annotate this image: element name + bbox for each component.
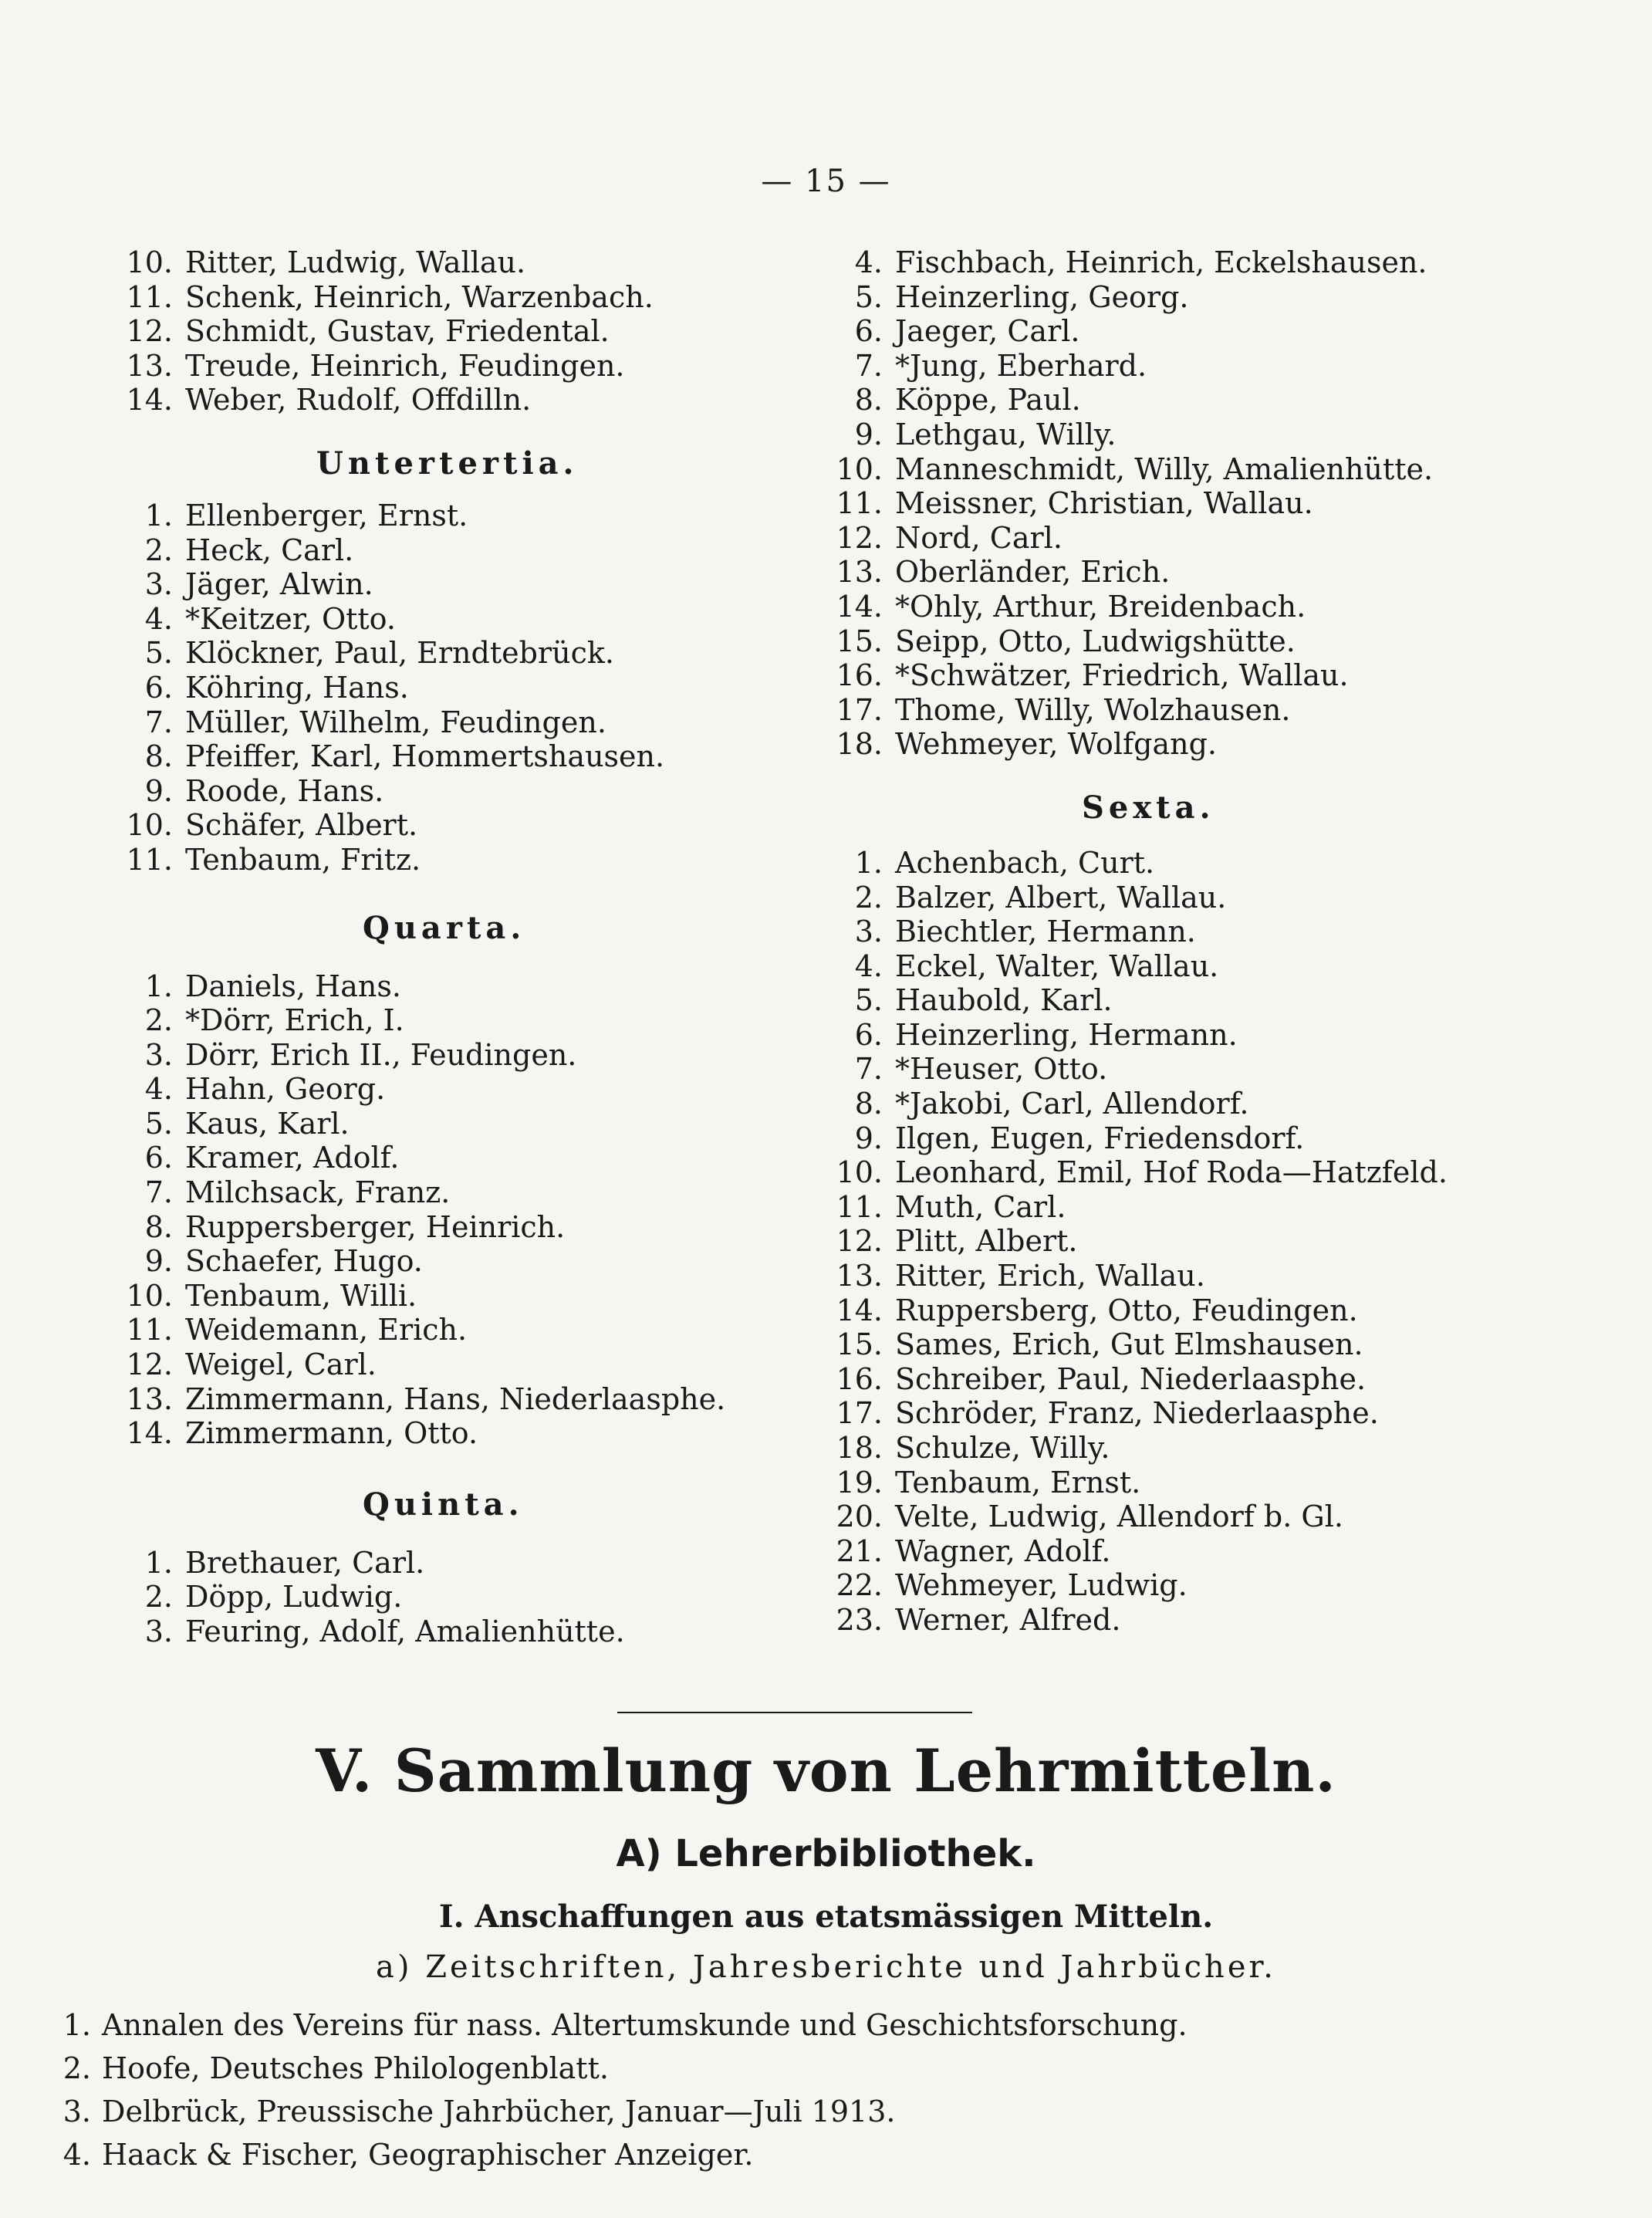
item-number: 20. [836,1500,883,1534]
item-name: Dörr, Erich II., Feudingen. [185,1037,577,1072]
list-item [108,602,802,637]
list-item [46,2090,1281,2133]
list-item [818,452,1590,487]
item-number: 10. [126,808,173,843]
untertertia-list [108,499,802,877]
subsection-title: A) Lehrerbibliothek. [616,1832,1036,1875]
right-top-list [818,245,1590,762]
list-item [818,280,1590,315]
item-number: 1. [144,969,173,1003]
item-number: 12. [126,1347,173,1382]
item-name: Heck, Carl. [185,533,354,567]
item-number: 6. [144,1141,173,1175]
item-name: Balzer, Albert, Wallau. [895,880,1227,915]
list-item [108,1546,802,1581]
item-number: 3. [144,1614,173,1648]
list-item [108,705,802,740]
quinta-list [108,1546,802,1649]
item-name: Kaus, Karl. [185,1106,350,1141]
list-item [108,1003,802,1038]
list-item [108,1210,802,1245]
item-number: 5. [854,279,883,314]
subsection-heading: I. Anschaffungen aus etatsmässigen Mitteln. [438,1898,1214,1935]
item-name: Achenbach, Curt. [895,845,1155,880]
item-name: Sames, Erich, Gut Elmshausen. [895,1327,1363,1362]
item-name: *Dörr, Erich, I. [185,1003,404,1038]
item-number: 3. [854,915,883,949]
list-item [818,521,1590,556]
list-item [108,1107,802,1141]
list-item [108,636,802,671]
item-number: 10. [126,1278,173,1313]
list-item [818,555,1590,590]
item-number: 17. [836,1396,883,1431]
list-item [108,280,802,315]
item-name: Brethauer, Carl. [185,1545,425,1580]
item-number: 14. [126,383,173,418]
item-name: Hahn, Georg. [185,1072,386,1107]
right-column [818,245,1590,1638]
item-name: Zimmermann, Hans, Niederlaasphe. [185,1381,726,1416]
item-number: 3. [144,1037,173,1072]
item-name: Müller, Wilhelm, Feudingen. [185,705,606,739]
item-name: Schenk, Heinrich, Warzenbach. [185,279,654,314]
item-number: 14. [126,1416,173,1451]
list-item [108,1347,802,1382]
item-name: Schmidt, Gustav, Friedental. [185,314,610,349]
item-name: Annalen des Vereins für nass. Altertumskunde und Geschichtsforschung. [102,2008,1187,2042]
item-name: Wehmeyer, Ludwig. [895,1568,1187,1603]
item-number: 2. [144,1580,173,1614]
list-item [46,2047,1281,2090]
list-item [818,1327,1590,1362]
item-number: 7. [144,705,173,739]
item-number: 10. [836,1155,883,1190]
item-number: 12. [836,1224,883,1259]
list-item [108,1175,802,1210]
list-item [108,1580,802,1614]
item-number: 5. [144,636,173,671]
item-number: 1. [144,498,173,533]
item-name: Feuring, Adolf, Amalienhütte. [185,1614,625,1648]
item-number: 8. [854,383,883,418]
item-name: Heinzerling, Georg. [895,279,1189,314]
list-item [818,1190,1590,1225]
item-name: Schaefer, Hugo. [185,1244,423,1279]
item-number: 2. [62,2051,91,2085]
item-number: 18. [836,1431,883,1465]
item-name: Daniels, Hans. [185,969,401,1003]
item-name: Ritter, Ludwig, Wallau. [185,245,526,279]
item-name: Kramer, Adolf. [185,1141,400,1175]
item-name: *Schwätzer, Friedrich, Wallau. [895,658,1349,693]
list-item [818,949,1590,984]
item-number: 14. [836,589,883,624]
item-number: 4. [62,2138,91,2172]
item-number: 9. [854,1121,883,1155]
list-item [818,1224,1590,1259]
item-number: 18. [836,727,883,762]
item-number: 8. [854,1087,883,1121]
list-item [818,1121,1590,1156]
item-name: *Heuser, Otto. [895,1052,1108,1087]
item-number: 9. [144,1244,173,1279]
item-name: Haubold, Karl. [895,983,1113,1018]
list-item [108,567,802,602]
item-number: 2. [144,1003,173,1038]
list-item [108,739,802,774]
list-item [818,1155,1590,1190]
page-number: — 15 — [761,164,891,199]
list-item [818,1293,1590,1328]
item-name: Fischbach, Heinrich, Eckelshausen. [895,245,1427,279]
list-item [108,1244,802,1279]
item-name: *Ohly, Arthur, Breidenbach. [895,589,1306,624]
item-name: Tenbaum, Willi. [185,1278,417,1313]
heading-sexta: Sexta. [1082,789,1215,826]
item-name: Hoofe, Deutsches Philologenblatt. [102,2051,609,2085]
item-number: 3. [144,567,173,602]
item-name: Wehmeyer, Wolfgang. [895,727,1217,762]
list-item [108,1141,802,1175]
item-name: Nord, Carl. [895,520,1062,555]
list-item [108,1038,802,1073]
item-number: 4. [854,948,883,983]
item-number: 3. [62,2095,91,2128]
item-name: Leonhard, Emil, Hof Roda—Hatzfeld. [895,1155,1448,1190]
item-name: Meissner, Christian, Wallau. [895,486,1313,521]
item-number: 1. [62,2008,91,2042]
list-item [108,774,802,809]
left-column [108,245,802,1649]
item-name: Ritter, Erich, Wallau. [895,1259,1205,1293]
item-name: Schulze, Willy. [895,1431,1110,1465]
list-item [818,915,1590,949]
item-number: 5. [854,983,883,1018]
list-item [818,983,1590,1018]
item-name: Thome, Willy, Wolzhausen. [895,692,1291,727]
item-name: Tenbaum, Fritz. [185,842,421,877]
item-number: 4. [144,601,173,636]
subsection-subheading: a) Zeitschriften, Jahresberichte und Jahrbücher. [376,1949,1276,1985]
list-item [818,881,1590,915]
list-item [818,1259,1590,1293]
list-item [108,969,802,1004]
list-item [108,671,802,705]
heading-quarta: Quarta. [363,909,526,946]
item-number: 11. [836,486,883,521]
item-number: 11. [126,1313,173,1347]
item-name: Zimmermann, Otto. [185,1416,478,1451]
list-item [108,1416,802,1451]
list-item [818,1500,1590,1534]
item-name: Roode, Hans. [185,773,384,808]
quarta-list [108,969,802,1451]
item-number: 13. [836,555,883,590]
item-number: 11. [126,279,173,314]
item-name: Ruppersberg, Otto, Feudingen. [895,1293,1358,1327]
item-name: Ruppersberger, Heinrich. [185,1209,566,1244]
list-item [108,349,802,384]
list-item [818,1362,1590,1397]
section-divider [617,1712,972,1713]
list-item [818,1534,1590,1569]
item-name: Schreiber, Paul, Niederlaasphe. [895,1361,1367,1396]
item-name: Lethgau, Willy. [895,417,1117,451]
list-item [818,1396,1590,1431]
section-title: V. Sammlung von Lehrmitteln. [316,1736,1336,1805]
item-number: 2. [854,880,883,915]
list-item [818,1018,1590,1053]
item-name: Milchsack, Franz. [185,1175,451,1210]
item-name: Jaeger, Carl. [895,314,1080,349]
item-name: Weidemann, Erich. [185,1313,468,1347]
item-name: Delbrück, Preussische Jahrbücher, Januar—Juli 1913. [102,2095,896,2128]
list-item [46,2133,1281,2176]
item-name: Jäger, Alwin. [185,567,373,602]
list-item [108,499,802,533]
item-name: Tenbaum, Ernst. [895,1465,1141,1500]
list-item [108,1279,802,1314]
item-name: Oberländer, Erich. [895,555,1171,590]
item-number: 16. [836,1361,883,1396]
item-number: 8. [144,1209,173,1244]
item-number: 1. [144,1545,173,1580]
item-name: Heinzerling, Hermann. [895,1017,1238,1052]
list-item [818,1603,1590,1638]
list-item [818,846,1590,881]
list-item [818,418,1590,452]
item-number: 22. [836,1568,883,1603]
item-number: 7. [144,1175,173,1210]
item-name: Haack & Fischer, Geographischer Anzeiger. [102,2138,754,2172]
item-name: Wagner, Adolf. [895,1533,1111,1568]
list-item [818,383,1590,418]
list-item [818,590,1590,624]
item-name: Treude, Heinrich, Feudingen. [185,348,625,383]
list-item [108,533,802,568]
list-item [818,658,1590,693]
item-name: Döpp, Ludwig. [185,1580,403,1614]
item-number: 16. [836,658,883,693]
item-number: 12. [836,520,883,555]
item-number: 6. [144,670,173,705]
item-name: Klöckner, Paul, Erndtebrück. [185,636,614,671]
list-item [108,843,802,877]
item-name: *Jakobi, Carl, Allendorf. [895,1087,1249,1121]
item-number: 15. [836,1327,883,1362]
item-name: Ilgen, Eugen, Friedensdorf. [895,1121,1305,1155]
item-number: 13. [836,1259,883,1293]
item-number: 14. [836,1293,883,1327]
item-number: 13. [126,1381,173,1416]
item-number: 21. [836,1533,883,1568]
item-name: Schäfer, Albert. [185,808,418,843]
item-number: 6. [854,1017,883,1052]
item-name: Pfeiffer, Karl, Hommertshausen. [185,739,665,774]
item-number: 10. [836,451,883,486]
item-number: 6. [854,314,883,349]
item-name: Weber, Rudolf, Offdilln. [185,383,532,418]
item-number: 17. [836,692,883,727]
item-number: 9. [144,773,173,808]
item-number: 7. [854,1052,883,1087]
item-number: 4. [854,245,883,279]
item-number: 10. [126,245,173,279]
list-item [818,314,1590,349]
list-item [108,1313,802,1347]
item-number: 12. [126,314,173,349]
item-number: 1. [854,845,883,880]
item-number: 2. [144,533,173,567]
item-name: Seipp, Otto, Ludwigshütte. [895,624,1296,658]
heading-quinta: Quinta. [363,1486,524,1523]
item-name: Velte, Ludwig, Allendorf b. Gl. [895,1500,1344,1534]
item-number: 23. [836,1602,883,1637]
list-item [818,693,1590,728]
list-item [818,1466,1590,1500]
item-number: 7. [854,348,883,383]
list-item [818,727,1590,762]
item-name: Weigel, Carl. [185,1347,377,1382]
item-number: 15. [836,624,883,658]
item-name: Biechtler, Hermann. [895,915,1196,949]
item-name: Muth, Carl. [895,1189,1066,1224]
item-name: Ellenberger, Ernst. [185,498,468,533]
list-item [818,1087,1590,1121]
list-item [108,245,802,280]
list-item [818,624,1590,659]
item-name: Schröder, Franz, Niederlaasphe. [895,1396,1379,1431]
list-item [46,2003,1281,2047]
left-top-list [108,245,802,418]
periodicals-list [46,2003,1281,2176]
list-item [108,808,802,843]
sexta-list [818,846,1590,1638]
list-item [108,314,802,349]
list-item [108,1614,802,1649]
item-number: 4. [144,1072,173,1107]
list-item [818,1052,1590,1087]
item-name: Werner, Alfred. [895,1602,1121,1637]
item-name: *Keitzer, Otto. [185,601,396,636]
item-name: *Jung, Eberhard. [895,348,1147,383]
item-name: Eckel, Walter, Wallau. [895,948,1219,983]
list-item [818,349,1590,384]
item-name: Köhring, Hans. [185,670,409,705]
list-item [108,1382,802,1417]
item-number: 11. [836,1189,883,1224]
item-name: Köppe, Paul. [895,383,1081,418]
item-name: Plitt, Albert. [895,1224,1078,1259]
item-number: 5. [144,1106,173,1141]
item-number: 13. [126,348,173,383]
list-item [818,245,1590,280]
item-name: Manneschmidt, Willy, Amalienhütte. [895,451,1434,486]
heading-untertertia: Untertertia. [316,445,579,482]
list-item [108,383,802,418]
list-item [818,1568,1590,1603]
item-number: 11. [126,842,173,877]
item-number: 9. [854,417,883,451]
item-number: 19. [836,1465,883,1500]
item-number: 8. [144,739,173,774]
list-item [818,1431,1590,1466]
list-item [108,1072,802,1107]
list-item [818,486,1590,521]
